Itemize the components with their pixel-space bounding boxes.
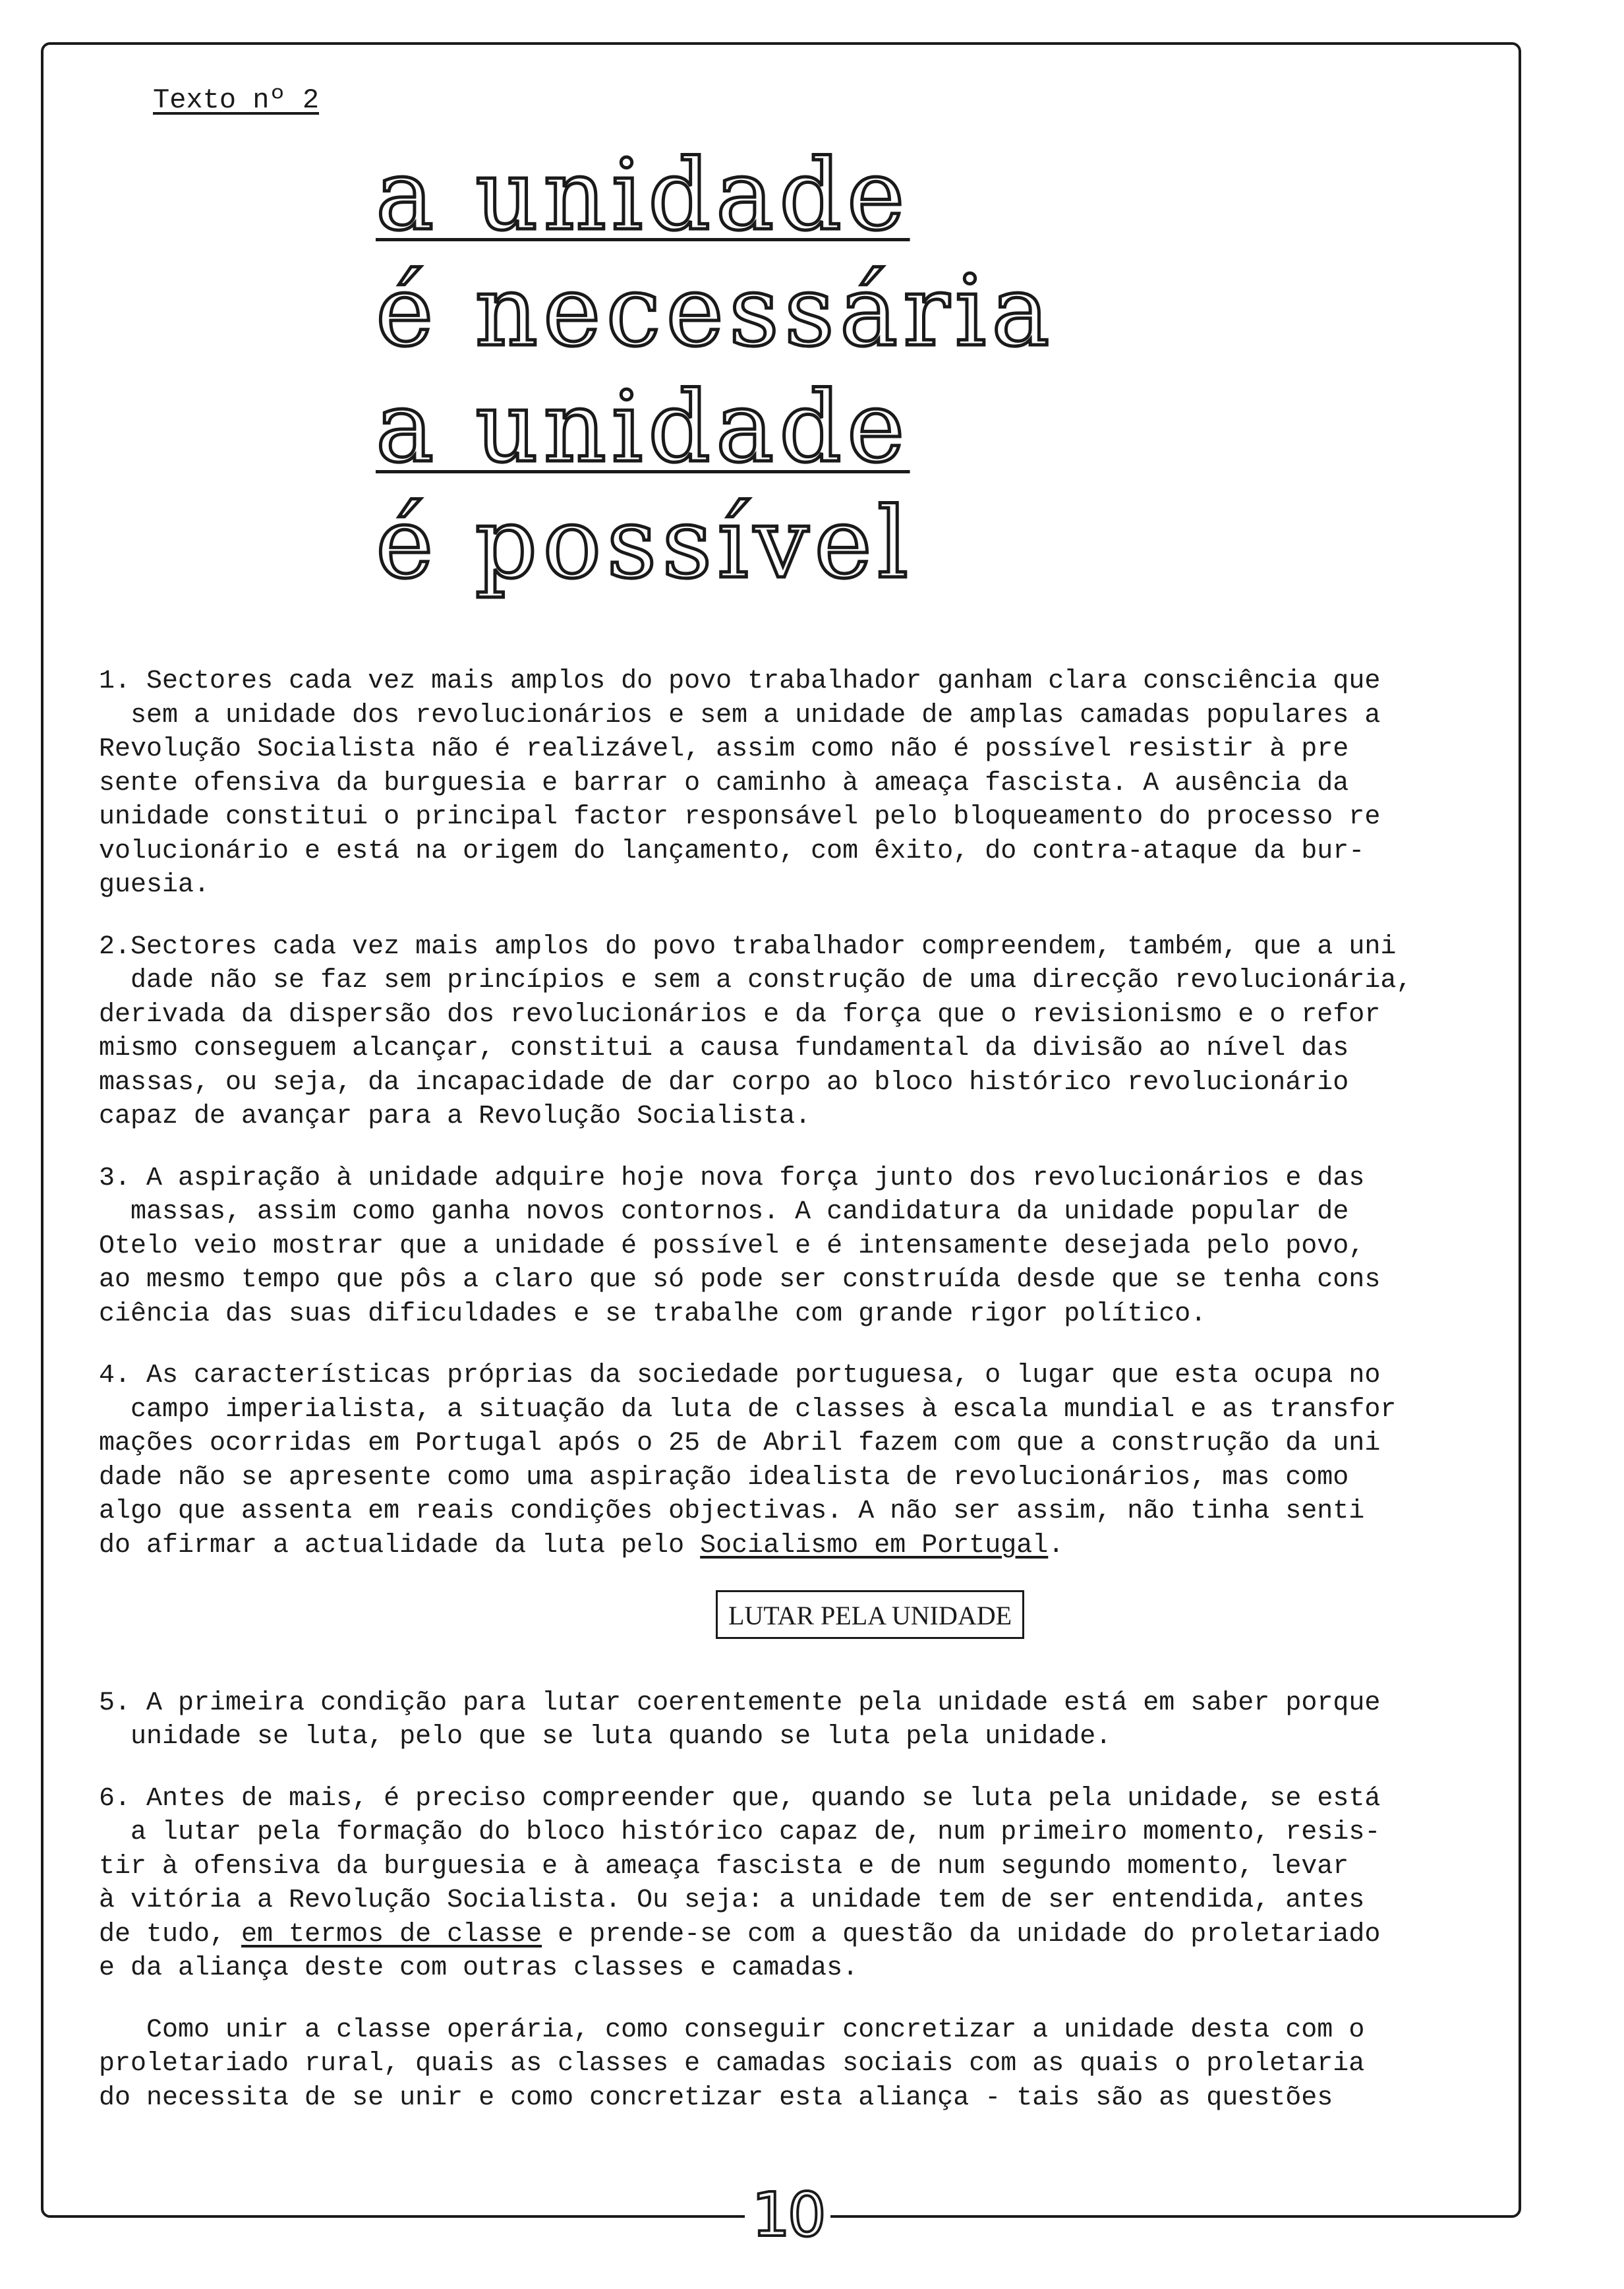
paragraph-1 [99,665,1496,903]
body-text [99,665,1496,2143]
paragraph-line: do necessita de se unir e como concretizar esta aliança - tais são as questões [99,2083,1333,2113]
paragraph-line: massas, ou seja, da incapacidade de dar corpo ao bloco histórico revolucionário [99,1067,1349,1098]
paragraph-line: guesia. [99,870,210,900]
paragraph-line: ciência das suas dificuldades e se trabalhe com grande rigor político. [99,1299,1207,1329]
paragraph-number: 1. [99,667,131,696]
title-line-4: é possível [376,487,914,600]
underlined-phrase: Socialismo em Portugal [700,1530,1049,1561]
paragraph-line: do afirmar a actualidade da luta pelo [99,1530,685,1561]
paragraph-line: mismo conseguem alcançar, constitui a causa fundamental da divisão ao nível das [99,1034,1349,1063]
paragraph-number: 2. [99,932,131,962]
closing-paragraph [99,2013,1496,2116]
title-block [376,137,1055,601]
paragraph-line: e prende-se com a questão da unidade do proletariado [542,1919,1381,1949]
title-line-2: é necessária [376,254,1055,368]
paragraph-line: campo imperialista, a situação da luta de classes à escala mundial e as transfor [130,1394,1397,1425]
paragraph-line: derivada da dispersão dos revolucionários e da força que o revisionismo e o refor [99,999,1381,1030]
title-line-3: a unidade [376,371,910,484]
paragraph-line: A primeira condição para lutar coerentemente pela unidade está em saber porque [146,1688,1381,1718]
paragraph-line: volucionário e está na origem do lançamento, com êxito, do contra-ataque da bur- [99,836,1365,866]
paragraph-line: mações ocorridas em Portugal após o 25 de Abril fazem com que a construção da uni [99,1429,1381,1458]
paragraph-line: a lutar pela formação do bloco histórico capaz de, num primeiro momento, resis- [130,1818,1381,1847]
paragraph-number: 6. [99,1783,131,1814]
paragraph-line: A aspiração à unidade adquire hoje nova força junto dos revolucionários e das [146,1163,1365,1193]
paragraph-2 [99,930,1496,1134]
title-line-1: a unidade [376,138,910,252]
paragraph-line: algo que assenta em reais condições objectivas. A não ser assim, não tinha senti [99,1497,1365,1526]
underlined-phrase: em termos de classe [241,1919,542,1949]
paragraph-line: unidade constitui o principal factor responsável pelo bloqueamento do processo re [99,802,1381,832]
paragraph-line: Revolução Socialista não é realizável, assim como não é possível resistir à pre [99,734,1349,764]
paragraph-line: . [1048,1530,1064,1561]
paragraph-line: proletariado rural, quais as classes e camadas sociais com as quais o proletaria [99,2049,1365,2079]
paragraph-line: Otelo veio mostrar que a unidade é possível e é intensamente desejada pelo povo, [99,1231,1365,1261]
paragraph-line: massas, assim como ganha novos contornos. A candidatura da unidade popular de [130,1197,1349,1227]
paragraph-line: As características próprias da sociedade portuguesa, o lugar que esta ocupa no [146,1361,1381,1390]
paragraph-line: Sectores cada vez mais amplos do povo trabalhador compreendem, também, que a uni [130,932,1397,962]
paragraph-line: Sectores cada vez mais amplos do povo trabalhador ganham clara consciência que [146,667,1381,696]
section-heading-wrap [99,1590,1496,1639]
paragraph-line: sem a unidade dos revolucionários e sem a unidade de amplas camadas populares a [130,700,1381,730]
paragraph-4 [99,1359,1496,1562]
paragraph-number: 4. [99,1361,131,1390]
paragraph-line: ao mesmo tempo que pôs a claro que só pode ser construída desde que se tenha cons [99,1265,1381,1295]
section-heading: LUTAR PELA UNIDADE [716,1590,1024,1639]
paragraph-line: dade não se faz sem princípios e sem a construção de uma direcção revolucionária, [130,966,1412,996]
paragraph-number: 5. [99,1688,131,1718]
paragraph-line: sente ofensiva da burguesia e barrar o caminho à ameaça fascista. A ausência da [99,768,1349,798]
paragraph-line: unidade se luta, pelo que se luta quando se luta pela unidade. [130,1722,1112,1752]
paragraph-5 [99,1686,1496,1754]
paragraph-number: 3. [99,1163,131,1193]
paragraph-line: dade não se apresente como uma aspiração idealista de revolucionários, mas como [99,1462,1349,1493]
paragraph-line: de tudo, [99,1919,242,1949]
paragraph-3 [99,1162,1496,1332]
paragraph-line: à vitória a Revolução Socialista. Ou seja: a unidade tem de ser entendida, antes [99,1886,1365,1915]
page-number: 10 [745,2179,830,2251]
paragraph-line: tir à ofensiva da burguesia e à ameaça fascista e de num segundo momento, levar [99,1851,1349,1882]
paragraph-line: Como unir a classe operária, como conseguir concretizar a unidade desta com o [146,2015,1365,2045]
paragraph-6 [99,1782,1496,1986]
paragraph-line: e da aliança deste com outras classes e camadas. [99,1953,859,1983]
paragraph-line: capaz de avançar para a Revolução Socialista. [99,1102,811,1131]
text-number-label: Texto nº 2 [153,84,320,116]
paragraph-line: Antes de mais, é preciso compreender que, quando se luta pela unidade, se está [146,1783,1381,1814]
